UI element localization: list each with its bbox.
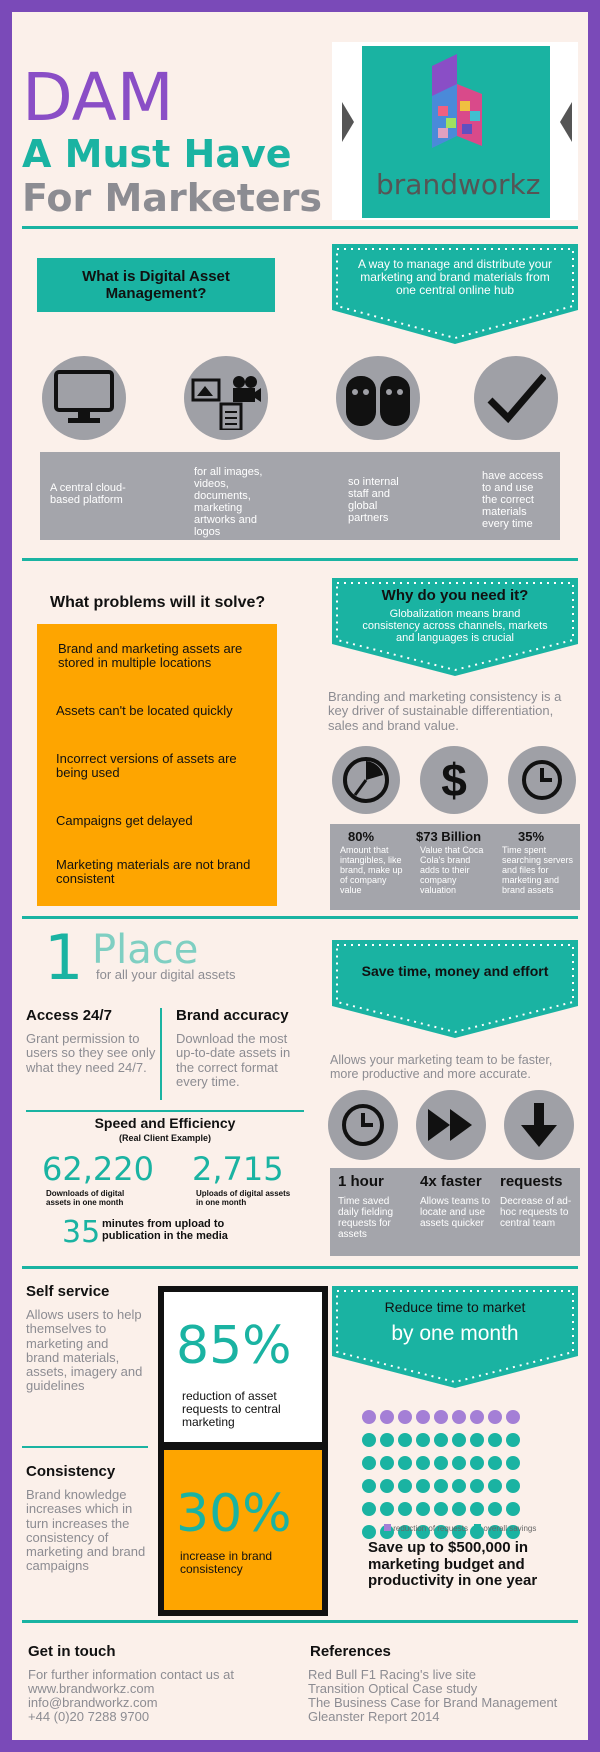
divider bbox=[22, 226, 578, 229]
legend bbox=[384, 1524, 536, 1533]
media-circle bbox=[184, 356, 268, 440]
stat-value: 80% bbox=[348, 829, 375, 844]
accuracy-text: Download the most up-to-date assets in the correct format every time. bbox=[176, 1031, 291, 1089]
stat-value: $73 Billion bbox=[416, 829, 482, 844]
feature-text: so internal staff and global partners bbox=[348, 476, 399, 525]
legend-savings: overall savings bbox=[483, 1524, 537, 1533]
benefit-text: Decrease of ad-hoc requests to central team bbox=[500, 1196, 572, 1229]
reference-item: Red Bull F1 Racing's live site bbox=[308, 1667, 476, 1682]
benefit-text: Time saved daily fielding requests for assets bbox=[338, 1196, 394, 1240]
pct85-text: reduction of asset requests to central marketing bbox=[182, 1389, 281, 1430]
contact-title: Get in touch bbox=[28, 1643, 116, 1660]
dot-row bbox=[360, 1408, 542, 1431]
title-for-marketers: For Marketers bbox=[22, 176, 323, 220]
column-divider bbox=[160, 1008, 162, 1100]
problem-item: Brand and marketing assets are stored in multiple locations bbox=[58, 641, 243, 671]
question-box bbox=[37, 258, 275, 312]
speed-sub: (Real Client Example) bbox=[118, 1133, 212, 1143]
stat-text: Amount that intangibles, like brand, make up of company value bbox=[340, 845, 403, 895]
stat-text: Time spent searching servers and files for marketing and brand assets bbox=[502, 845, 574, 895]
why-title: Why do you need it? bbox=[381, 587, 529, 604]
reference-item: The Business Case for Brand Management bbox=[308, 1695, 558, 1710]
consistency-text: Brand knowledge increases which in turn increases the consistency of marketing and brand campaigns bbox=[26, 1487, 146, 1574]
minutes-text: minutes from upload to publication in the media bbox=[102, 1218, 228, 1243]
monitor-icon bbox=[54, 370, 114, 426]
phone-number: +44 (0)20 7288 9700 bbox=[28, 1709, 150, 1724]
benefit-value: requests bbox=[500, 1173, 563, 1190]
logo bbox=[362, 46, 550, 218]
downloads-text: Downloads of digital assets in one month bbox=[46, 1189, 125, 1207]
access-title: Access 24/7 bbox=[26, 1007, 112, 1024]
pct85-value: 85% bbox=[176, 1316, 292, 1376]
stat-text: Value that Coca Cola's brand adds to their company valuation bbox=[420, 845, 484, 895]
problem-item: Campaigns get delayed bbox=[56, 813, 193, 828]
feature-text: for all images, videos, documents, marketing artworks and logos bbox=[194, 466, 263, 539]
problem-item: Incorrect versions of assets are being used bbox=[56, 751, 237, 781]
clock-circle bbox=[508, 746, 576, 814]
dot-row bbox=[360, 1477, 542, 1500]
references-title: References bbox=[310, 1643, 391, 1660]
checkmark-circle bbox=[474, 356, 558, 440]
divider bbox=[22, 1266, 578, 1269]
save-ribbon bbox=[332, 940, 578, 1040]
driver-text: Branding and marketing consistency is a key driver of sustainable differentiation, sales and brand value. bbox=[328, 689, 562, 733]
benefit-text: Allows teams to locate and use assets quicker bbox=[420, 1196, 491, 1229]
self-text: Allows users to help themselves to marketing and brand materials, assets, imagery and guidelines bbox=[26, 1307, 143, 1394]
uploads-text: Uploads of digital assets in one month bbox=[196, 1189, 291, 1207]
dot-row bbox=[360, 1431, 542, 1454]
consistency-title: Consistency bbox=[26, 1463, 116, 1480]
reduce-line1: Reduce time to market bbox=[384, 1299, 526, 1315]
minutes-value: 35 bbox=[62, 1215, 101, 1250]
logo-text: brandworkz bbox=[376, 168, 541, 201]
speed-title: Speed and Efficiency bbox=[94, 1115, 236, 1131]
dollar-circle bbox=[420, 746, 488, 814]
dot-row bbox=[360, 1500, 542, 1523]
fast-forward-icon bbox=[426, 1107, 476, 1143]
benefit-value: 1 hour bbox=[338, 1173, 384, 1190]
dollar-icon: $ bbox=[441, 754, 467, 806]
divider bbox=[22, 558, 578, 561]
brandworkz-cube-icon bbox=[362, 46, 550, 166]
access-text: Grant permission to users so they see only what they need 24/7. bbox=[26, 1031, 156, 1075]
media-icon bbox=[191, 366, 261, 430]
feature-text: A central cloud-based platform bbox=[50, 482, 126, 507]
why-text: Globalization means brand consistency across channels, markets and languages is crucial bbox=[362, 608, 548, 645]
people-icon bbox=[344, 368, 412, 428]
arrow-down-icon bbox=[519, 1101, 559, 1149]
divider bbox=[22, 916, 578, 919]
problem-item: Assets can't be located quickly bbox=[56, 703, 233, 718]
feature-text: have access to and use the correct materials every time bbox=[482, 470, 544, 531]
problems-title: What problems will it solve? bbox=[50, 594, 266, 611]
pie-icon bbox=[341, 755, 391, 805]
allows-text: Allows your marketing team to be faster, more productive and more accurate. bbox=[330, 1053, 553, 1081]
problem-item: Marketing materials are not brand consistent bbox=[56, 857, 251, 887]
infographic-page bbox=[12, 12, 588, 1740]
contact-line: For further information contact us at bbox=[28, 1667, 234, 1682]
place-word: Place bbox=[92, 927, 199, 973]
people-circle bbox=[336, 356, 420, 440]
legend-swatch-requests bbox=[384, 1524, 391, 1531]
website-link[interactable]: www.brandworkz.com bbox=[28, 1681, 155, 1696]
consistency-rule bbox=[22, 1446, 148, 1448]
arrow-left-icon[interactable] bbox=[342, 102, 354, 142]
accuracy-title: Brand accuracy bbox=[176, 1007, 289, 1024]
title-must-have: A Must Have bbox=[22, 132, 292, 176]
email-link[interactable]: info@brandworkz.com bbox=[28, 1695, 158, 1710]
divider bbox=[22, 1620, 578, 1623]
place-sub: for all your digital assets bbox=[96, 967, 236, 982]
one-number: 1 bbox=[44, 921, 84, 994]
self-title: Self service bbox=[26, 1283, 110, 1300]
reference-item: Transition Optical Case study bbox=[308, 1681, 478, 1696]
monitor-circle bbox=[42, 356, 126, 440]
stat-value: 35% bbox=[518, 829, 545, 844]
reduce-line2: by one month bbox=[391, 1322, 519, 1345]
uploads-value: 2,715 bbox=[192, 1150, 284, 1188]
pct30-text: increase in brand consistency bbox=[180, 1549, 273, 1577]
answer-text: A way to manage and distribute your marketing and brand materials from one central online hub bbox=[357, 257, 553, 298]
benefit-value: 4x faster bbox=[420, 1173, 482, 1190]
title-dam: DAM bbox=[22, 59, 174, 136]
arrow-down-circle bbox=[504, 1090, 574, 1160]
fast-forward-circle bbox=[416, 1090, 486, 1160]
clock-icon bbox=[339, 1101, 387, 1149]
reference-item: Gleanster Report 2014 bbox=[308, 1709, 440, 1724]
dot-row bbox=[360, 1454, 542, 1477]
clock-icon bbox=[520, 758, 564, 802]
downloads-value: 62,220 bbox=[42, 1150, 154, 1188]
pie-circle bbox=[332, 746, 400, 814]
question-text: What is Digital Asset Management? bbox=[82, 268, 230, 302]
pct30-value: 30% bbox=[176, 1484, 292, 1544]
speed-rule bbox=[26, 1110, 304, 1112]
save-up-text: Save up to $500,000 in marketing budget and productivity in one year bbox=[368, 1539, 538, 1589]
save-title: Save time, money and effort bbox=[361, 963, 549, 979]
legend-requests: reduction of requests bbox=[393, 1524, 468, 1533]
arrow-right-icon[interactable] bbox=[560, 102, 572, 142]
legend-swatch-savings bbox=[474, 1524, 481, 1531]
checkmark-icon bbox=[486, 370, 546, 426]
clock-circle bbox=[328, 1090, 398, 1160]
